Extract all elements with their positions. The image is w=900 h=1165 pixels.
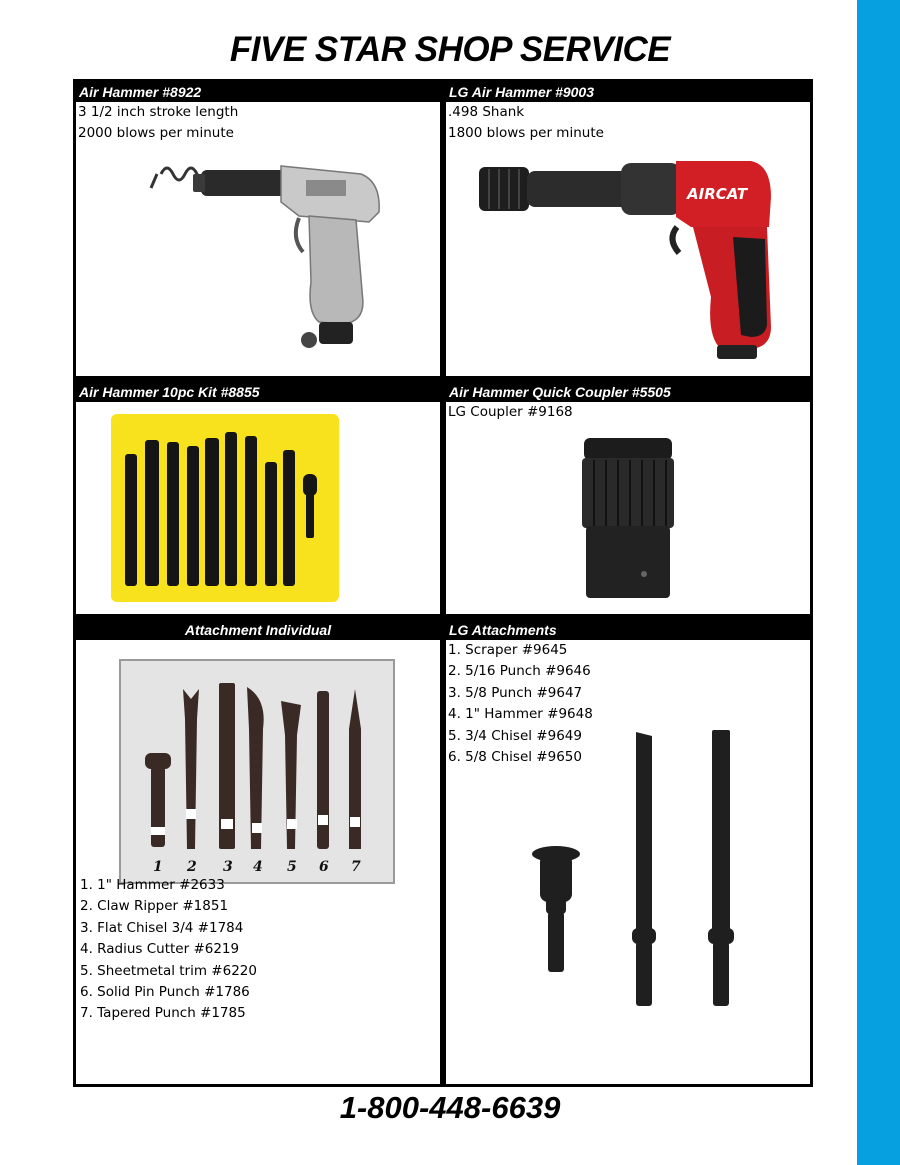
lg-attachments-photo xyxy=(526,730,746,1010)
quick-coupler-photo xyxy=(578,438,678,600)
list-item: 7. Tapered Punch #1785 xyxy=(80,1005,246,1022)
list-item: 6. 5/8 Chisel #9650 xyxy=(448,749,582,766)
aircat-logo: AIRCAT xyxy=(687,185,748,203)
red-aircat-air-hammer-photo xyxy=(471,157,781,367)
panel-quick-coupler-5505 xyxy=(443,379,813,617)
list-item: 2. Claw Ripper #1851 xyxy=(80,898,229,915)
list-item: 1. Scraper #9645 xyxy=(448,642,568,658)
list-item: 5. 3/4 Chisel #9649 xyxy=(448,727,582,744)
panel-lg-attachments xyxy=(443,617,813,1087)
list-item: 5. Sheetmetal trim #6220 xyxy=(80,962,257,979)
spec-line: 3 1/2 inch stroke length xyxy=(78,104,239,120)
blue-side-bar xyxy=(857,0,900,1165)
panel-air-hammer-8922 xyxy=(73,79,443,379)
list-item: 4. Radius Cutter #6219 xyxy=(80,941,240,958)
list-item: 1. 1" Hammer #2633 xyxy=(80,877,225,893)
spec-line: 1800 blows per minute xyxy=(448,125,604,142)
photo-number: 4 xyxy=(253,859,263,875)
spec-line: LG Coupler #9168 xyxy=(448,404,573,420)
spec-list xyxy=(446,102,810,145)
spec-list xyxy=(76,102,440,145)
panel-header: LG Air Hammer #9003 xyxy=(446,82,810,102)
photo-number: 5 xyxy=(287,859,297,875)
phone-number: 1-800-448-6639 xyxy=(339,1090,561,1125)
individual-attachments-photo xyxy=(119,659,395,884)
panel-header: Air Hammer 10pc Kit #8855 xyxy=(76,382,440,402)
photo-number: 7 xyxy=(351,859,361,875)
panel-header: Air Hammer #8922 xyxy=(76,82,440,102)
panel-header: Air Hammer Quick Coupler #5505 xyxy=(446,382,810,402)
silver-air-hammer-photo xyxy=(131,152,391,362)
panel-lg-air-hammer-9003 xyxy=(443,79,813,379)
photo-number: 1 xyxy=(153,859,163,875)
spec-line: .498 Shank xyxy=(448,104,525,120)
list-item: 6. Solid Pin Punch #1786 xyxy=(80,984,250,1001)
list-item: 4. 1" Hammer #9648 xyxy=(448,706,593,723)
panel-attachment-individual xyxy=(73,617,443,1087)
list-item: 2. 5/16 Punch #9646 xyxy=(448,663,591,680)
page-title: FIVE STAR SHOP SERVICE xyxy=(229,30,671,69)
panel-header: LG Attachments xyxy=(446,620,810,640)
panel-air-hammer-kit-8855 xyxy=(73,379,443,617)
photo-number: 3 xyxy=(223,859,233,875)
photo-number: 6 xyxy=(319,859,329,875)
list-item: 3. Flat Chisel 3/4 #1784 xyxy=(80,919,244,936)
list-item: 3. 5/8 Punch #9647 xyxy=(448,684,583,701)
panel-header: Attachment Individual xyxy=(76,620,440,640)
photo-number: 2 xyxy=(187,859,197,875)
spec-line: 2000 blows per minute xyxy=(78,125,234,142)
attachment-list xyxy=(78,875,257,1025)
chisel-kit-yellow-tray-photo xyxy=(111,414,339,602)
spec-list xyxy=(446,402,810,423)
